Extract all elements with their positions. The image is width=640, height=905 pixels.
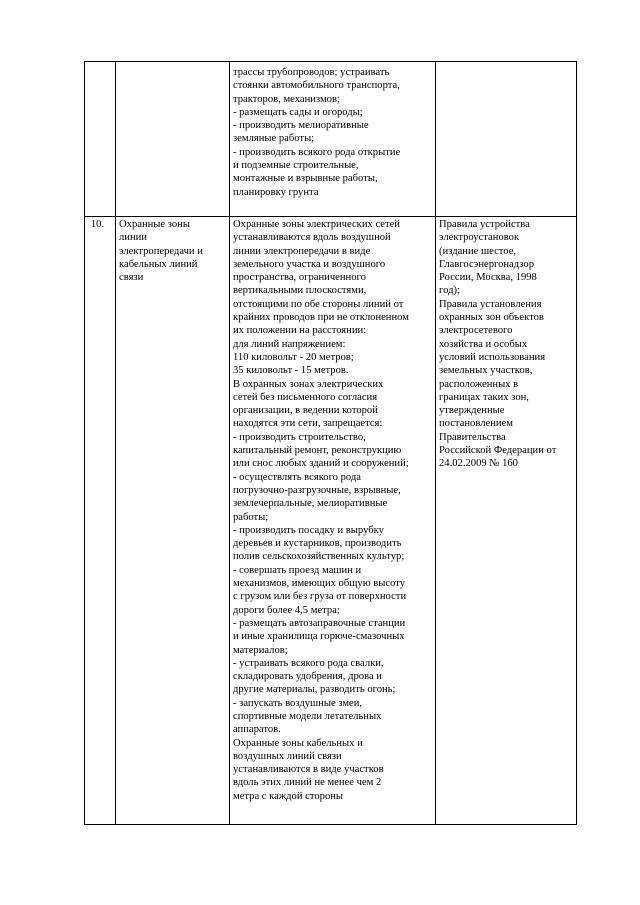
text-line: сетей без письменного согласия [233, 391, 378, 403]
text-line: условий использования [439, 351, 546, 363]
text-line: устанавливаются в виде участков [233, 764, 384, 776]
text-line: утвержденные [439, 405, 505, 417]
zones-table [84, 61, 577, 825]
text-line: - размещать автозаправочные станции [233, 617, 406, 629]
text-line: - производить посадку и вырубку [233, 524, 384, 536]
text-line: линии электропередачи в виде [233, 245, 371, 257]
text-line: с грузом или без груза от поверхности [233, 591, 407, 603]
text-line: В охранных зонах электрических [233, 378, 384, 390]
legal-basis-cell [436, 62, 577, 217]
text-line: электроустановок [439, 232, 520, 244]
text-line: электропередачи и [119, 245, 203, 257]
row-number: 10. [90, 219, 105, 230]
text-line: их положении на расстоянии: [233, 325, 367, 337]
text-line: 35 киловольт - 15 метров. [233, 365, 349, 377]
text-line: устанавливаются вдоль воздушной [233, 232, 391, 244]
text-line: и подземные строительные, [233, 160, 359, 172]
text-line: аппаратов. [233, 724, 281, 736]
row-number-cell [85, 62, 116, 217]
text-line: Правительства [439, 431, 506, 443]
text-line: земельного участка и воздушного [233, 258, 386, 270]
zone-name-cell [116, 217, 230, 825]
text-line: Правила устройства [439, 219, 530, 230]
text-line: - осуществлять всякого рода [233, 471, 362, 483]
text-line: Главгосэнергонадзор [439, 258, 534, 270]
legal-basis-cell [436, 217, 577, 825]
restrictions-cell [230, 217, 436, 825]
table-row [85, 217, 577, 825]
text-line: организации, в ведении которой [233, 405, 378, 417]
text-line: другие материалы, разводить огонь; [233, 684, 396, 696]
text-line: линии [119, 232, 147, 244]
text-line: капитальный ремонт, реконструкцию [233, 445, 402, 457]
text-line: Охранные зоны кабельных и [233, 737, 363, 749]
text-line: или снос любых зданий и сооружений; [233, 458, 409, 470]
text-line: метра с каждой стороны [233, 790, 344, 802]
text-line: крайних проводов при не отклоненном [233, 312, 409, 324]
text-line: Охранные зоны электрических сетей [233, 219, 400, 230]
text-line: - производить строительство, [233, 431, 366, 443]
zone-name-cell [116, 62, 230, 217]
text-line: тракторов, механизмов; [233, 93, 340, 105]
text-line: погрузочно-разгрузочные, взрывные, [233, 484, 401, 496]
text-line: отстоящими по обе стороны линий от [233, 298, 404, 310]
text-line: стоянки автомобильного транспорта, [233, 80, 400, 92]
text-line: хозяйства и особых [439, 338, 528, 350]
text-line: земельных участков, [439, 365, 533, 377]
text-line: Российской Федерации от [439, 445, 557, 457]
text-line: вертикальными плоскостями, [233, 285, 367, 297]
text-line: связи [119, 272, 144, 284]
table-row [85, 62, 577, 217]
text-line: - устраивать всякого рода свалки, [233, 657, 384, 669]
text-line: Охранные зоны [119, 219, 190, 230]
text-line: - производить всякого рода открытие [233, 146, 401, 158]
text-line: постановлением [439, 418, 513, 430]
text-line: земляные работы; [233, 133, 315, 145]
text-line: деревьев и кустарников, производить [233, 538, 402, 550]
text-line: охранных зон объектов [439, 312, 544, 324]
text-line: 24.02.2009 № 160 [439, 458, 518, 470]
text-line: и иные хранилища горюче-смазочных [233, 631, 405, 643]
text-line: складировать удобрения, дрова и [233, 671, 382, 683]
text-line: монтажные и взрывные работы, [233, 173, 378, 185]
text-line: - размещать сады и огороды; [233, 106, 363, 118]
text-line: электросетевого [439, 325, 513, 337]
text-line: - производить мелиоративные [233, 120, 369, 132]
text-line: расположенных в [439, 378, 519, 390]
text-line: планировку грунта [233, 186, 319, 198]
text-line: для линий напряжением: [233, 338, 346, 350]
text-line: спортивные модели летательных [233, 710, 382, 722]
text-line: механизмов, имеющих общую высоту [233, 578, 406, 590]
text-line: землечерпальные, мелиоративные [233, 498, 388, 510]
text-line: полив сельскохозяйственных культур; [233, 551, 405, 563]
text-line: Правила установления [439, 298, 542, 310]
text-line: (издание шестое, [439, 245, 517, 257]
text-line: год); [439, 285, 460, 297]
text-line: - запускать воздушные змеи, [233, 697, 363, 709]
text-line: дороги более 4,5 метра; [233, 604, 340, 616]
text-line: России, Москва, 1998 [439, 272, 537, 284]
row-number-cell [85, 217, 116, 825]
text-line: 110 киловольт - 20 метров; [233, 351, 354, 363]
text-line: границах таких зон, [439, 391, 529, 403]
text-line: вдоль этих линий не менее чем 2 [233, 777, 382, 789]
text-line: кабельных линий [119, 258, 198, 270]
text-line: материалов; [233, 644, 288, 656]
text-line: - совершать проезд машин и [233, 564, 362, 576]
text-line: находятся эти сети, запрещается: [233, 418, 383, 430]
text-line: трассы трубопроводов; устраивать [233, 67, 390, 78]
text-line: работы; [233, 511, 269, 523]
text-line: пространства, ограниченного [233, 272, 366, 284]
restrictions-cell [230, 62, 436, 217]
text-line: воздушных линий связи [233, 750, 342, 762]
